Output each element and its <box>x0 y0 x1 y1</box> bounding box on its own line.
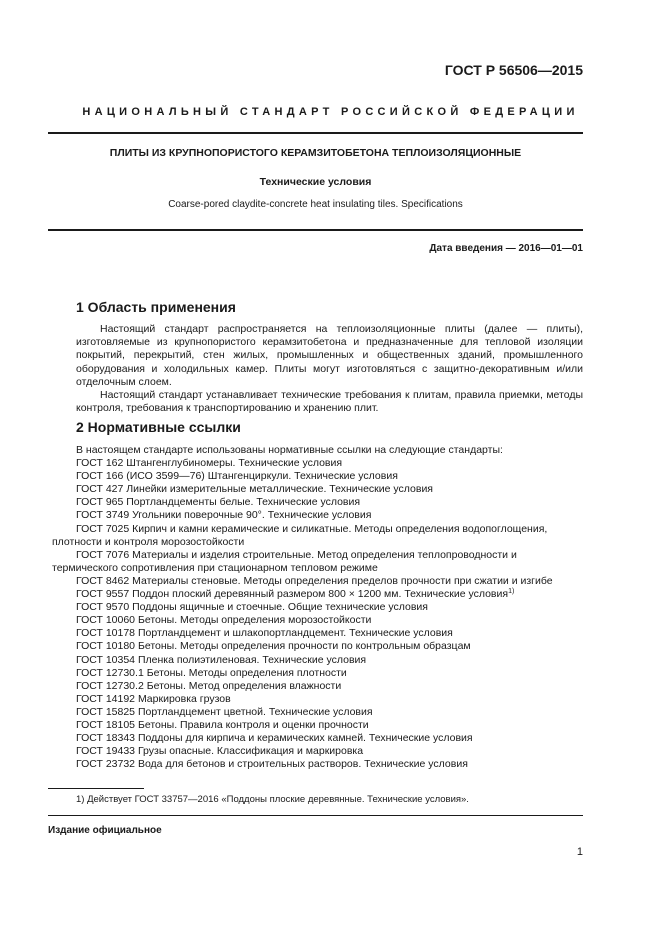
reference-item: ГОСТ 10060 Бетоны. Методы определения морозостойкости <box>76 614 372 627</box>
reference-item: ГОСТ 12730.1 Бетоны. Методы определения плотности <box>76 666 347 679</box>
reference-item: ГОСТ 10354 Пленка полиэтиленовая. Технические условия <box>76 653 367 666</box>
section-1-paragraph: Настоящий стандарт устанавливает технические требования к плитам, правила приемки, методы контроля, требования к транспортированию и хранению плит. <box>76 389 583 415</box>
top-divider <box>48 132 583 134</box>
references-intro: В настоящем стандарте использованы нормативные ссылки на следующие стандарты: <box>76 444 503 456</box>
reference-item: ГОСТ 18343 Поддоны для кирпича и керамических камней. Технические условия <box>76 732 473 745</box>
reference-item: ГОСТ 23732 Вода для бетонов и строительных растворов. Технические условия <box>76 758 468 771</box>
footnote-divider <box>48 788 144 789</box>
reference-item: ГОСТ 3749 Угольники поверочные 90°. Технические условия <box>76 509 372 522</box>
section-1-body <box>76 323 583 415</box>
reference-item: ГОСТ 10178 Портландцемент и шлакопортландцемент. Технические условия <box>76 627 453 640</box>
reference-text: ГОСТ 7076 Материалы и изделия строительные. Метод определения теплопроводности и термического сопротивления при стационарном тепловом режиме <box>52 548 517 574</box>
reference-item: ГОСТ 965 Портландцементы белые. Технические условия <box>76 496 361 509</box>
reference-item: ГОСТ 14192 Маркировка грузов <box>76 692 231 705</box>
section-2-heading: 2 Нормативные ссылки <box>76 419 241 435</box>
footer-divider <box>48 815 583 816</box>
reference-item <box>76 588 583 601</box>
official-edition-label: Издание официальное <box>48 825 162 836</box>
introduction-date: Дата введения — 2016—01—01 <box>429 243 583 254</box>
reference-text: ГОСТ 9557 Поддон плоский деревянный размером 800 × 1200 мм. Технические условия <box>76 588 509 601</box>
reference-item <box>52 523 583 549</box>
reference-item: ГОСТ 427 Линейки измерительные металлические. Технические условия <box>76 483 433 496</box>
page-number: 1 <box>576 846 583 858</box>
reference-item: ГОСТ 19433 Грузы опасные. Классификация и маркировка <box>76 745 364 758</box>
title-divider <box>48 229 583 231</box>
national-standard-banner: НАЦИОНАЛЬНЫЙ СТАНДАРТ РОССИЙСКОЙ ФЕДЕРАЦИИ <box>82 106 579 118</box>
document-subtitle: Технические условия <box>259 176 372 188</box>
reference-item: ГОСТ 12730.2 Бетоны. Метод определения влажности <box>76 679 342 692</box>
reference-text: ГОСТ 7025 Кирпич и камни керамические и силикатные. Методы определения водопоглощения, плотности и контроля морозостойкости <box>52 522 548 548</box>
section-1-paragraph: Настоящий стандарт распространяется на теплоизоляционные плиты (далее — плиты), изготовляемые из крупнопористого керамзитобетона и предназначенные для тепловой изоляции покрытий, перекрытий, стен жилых, промышленных и общественных зданий, промышленного оборудования и холодильных камер. Плиты могут изготовляться с защитно-декоративным и/или отделочным слоем. <box>76 323 583 388</box>
reference-item: ГОСТ 166 (ИСО 3599—76) Штангенциркули. Технические условия <box>76 470 398 483</box>
reference-item: ГОСТ 10180 Бетоны. Методы определения прочности по контрольным образцам <box>76 640 471 653</box>
reference-item <box>52 549 583 575</box>
document-code: ГОСТ Р 56506—2015 <box>444 62 583 78</box>
document-title: ПЛИТЫ ИЗ КРУПНОПОРИСТОГО КЕРАМЗИТОБЕТОНА ТЕПЛОИЗОЛЯЦИОННЫЕ <box>109 147 522 159</box>
reference-item: ГОСТ 18105 Бетоны. Правила контроля и оценки прочности <box>76 718 369 731</box>
footnote-marker: 1) <box>508 588 515 596</box>
footnote-text: 1) Действует ГОСТ 33757—2016 «Поддоны плоские деревянные. Технические условия». <box>76 794 469 805</box>
reference-item: ГОСТ 8462 Материалы стеновые. Методы определения пределов прочности при сжатии и изгибе <box>76 574 553 587</box>
reference-item: ГОСТ 9570 Поддоны ящичные и стоечные. Общие технические условия <box>76 601 428 614</box>
normative-references-list <box>52 444 583 771</box>
section-1-heading: 1 Область применения <box>76 299 236 315</box>
english-title: Coarse-pored claydite-concrete heat insulating tiles. Specifications <box>168 199 463 210</box>
reference-item: ГОСТ 162 Штангенглубиномеры. Технические условия <box>76 457 343 470</box>
reference-item: ГОСТ 15825 Портландцемент цветной. Технические условия <box>76 705 373 718</box>
